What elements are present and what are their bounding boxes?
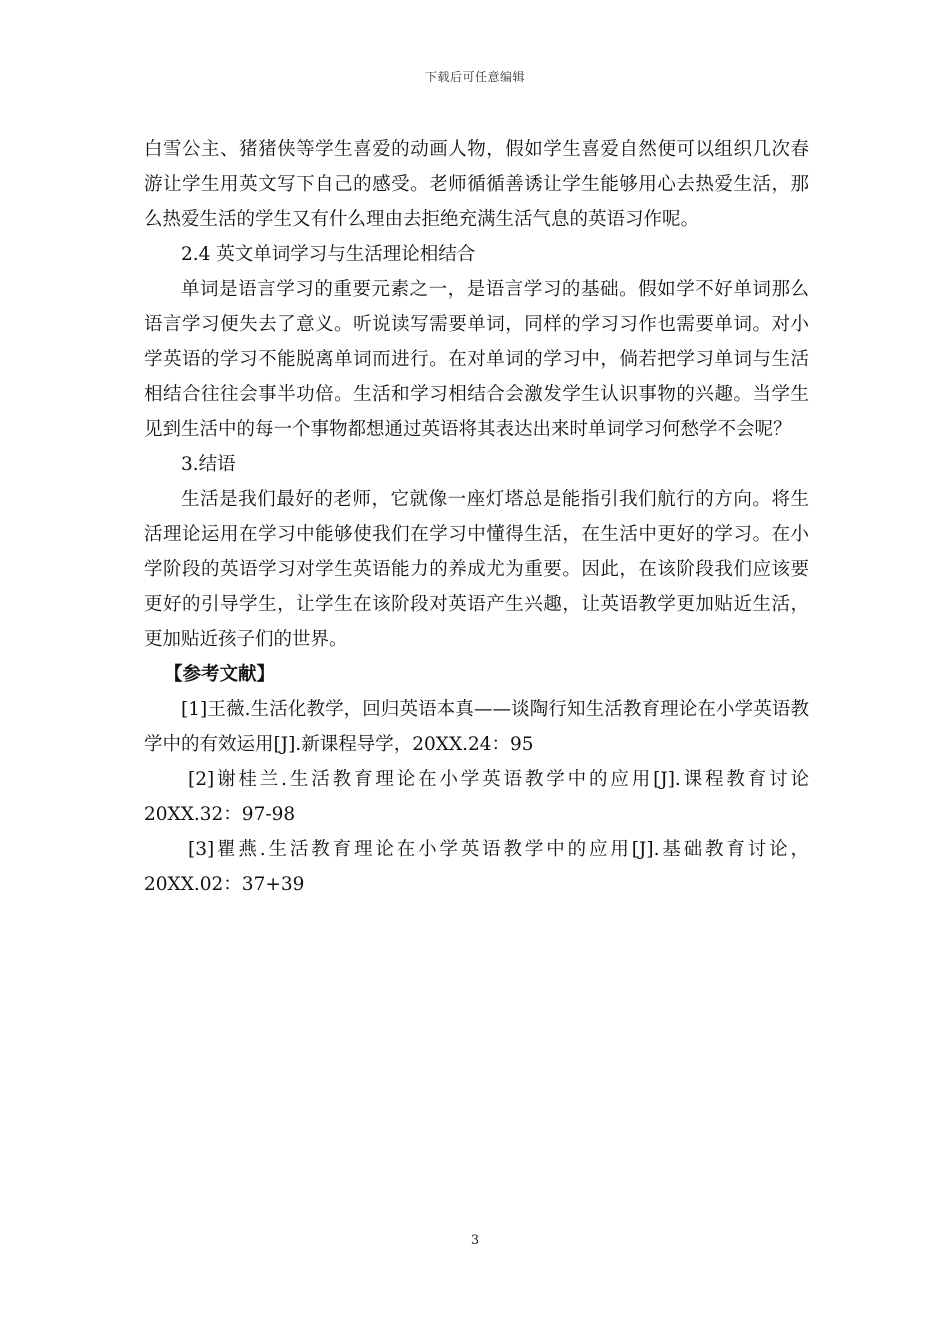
paragraph-continuation: 白雪公主、猪猪侠等学生喜爱的动画人物，假如学生喜爱自然便可以组织几次春游让学生用英文写下自己的感受。老师循循善诱让学生能够用心去热爱生活，那么热爱生活的学生又有什么理由去拒绝充满生活气息的英语习作呢。 [144, 139, 809, 230]
paragraph-conclusion: 生活是我们最好的老师，它就像一座灯塔总是能指引我们航行的方向。将生活理论运用在学习中能够使我们在学习中懂得生活，在生活中更好的学习。在小学阶段的英语学习对学生英语能力的养成尤为重要。因此，在该阶段我们应该要更好的引导学生，让学生在该阶段对英语产生兴趣，让英语教学更加贴近生活，更加贴近孩子们的世界。 [144, 489, 809, 650]
section-heading-conclusion: 3.结语 [181, 454, 236, 475]
paragraph-vocabulary: 单词是语言学习的重要元素之一，是语言学习的基础。假如学不好单词那么语言学习便失去了意义。听说读写需要单词，同样的学习习作也需要单词。对小学英语的学习不能脱离单词而进行。在对单词的学习中，倘若把学习单词与生活相结合往往会事半功倍。生活和学习相结合会激发学生认识事物的兴趣。当学生见到生活中的每一个事物都想通过英语将其表达出来时单词学习何愁学不会呢？ [144, 279, 809, 440]
reference-item: [1]王薇.生活化教学，回归英语本真——谈陶行知生活教育理论在小学英语教学中的有效运用[J].新课程导学，20XX.24：95 [144, 699, 809, 755]
reference-item: [3]瞿燕.生活教育理论在小学英语教学中的应用[J].基础教育讨论，20XX.02：37+39 [144, 839, 809, 895]
section-heading-2-4: 2.4 英文单词学习与生活理论相结合 [181, 244, 476, 265]
body-content [144, 132, 809, 902]
page-header: 下载后可任意编辑 [424, 70, 525, 84]
references-title: 【参考文献】 [164, 664, 276, 685]
reference-item: [2]谢桂兰.生活教育理论在小学英语教学中的应用[J].课程教育讨论20XX.32：97-98 [144, 769, 809, 825]
page-number: 3 [470, 1233, 480, 1248]
